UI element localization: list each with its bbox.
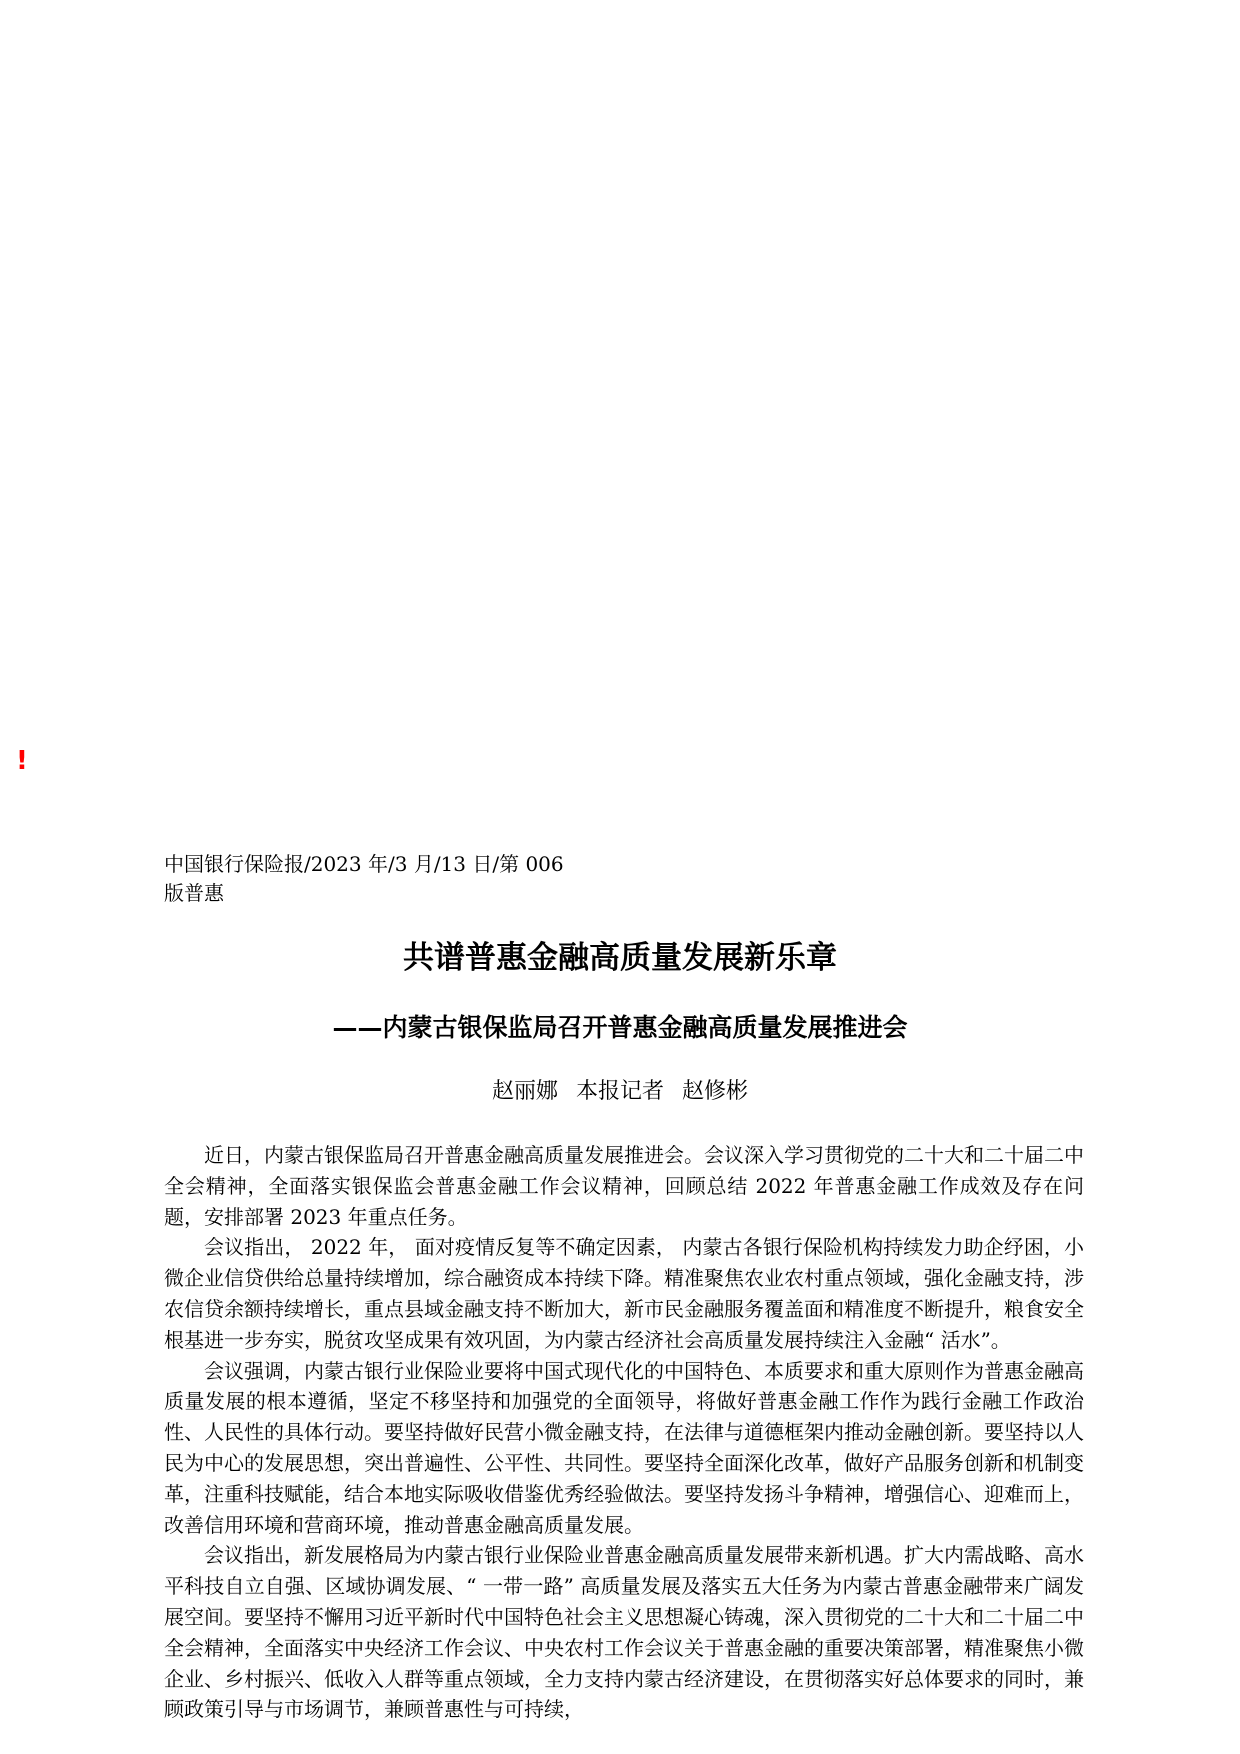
article-byline: 赵丽娜 本报记者 赵修彬 [492,1079,748,1104]
paragraph-4: 会议指出，新发展格局为内蒙古银行业保险业普惠金融高质量发展带来新机遇。扩大内需战略、高水平科技自立自强、区域协调发展、“ 一带一路” 高质量发展及落实五大任务为内蒙古普惠金融带来广阔发展空间。要坚持不懈用习近平新时代中国特色社会主义思想凝心铸魂，深入贯彻党的二十大和二十届二中全会精神，全面落实中央经济工作会议、中央农村工作会议关于普惠金融的重要决策部署，精准聚焦小微企业、乡村振兴、低收入人群等重点领域，全力支持内蒙古经济建设，在贯彻落实好总体要求的同时，兼顾政策引导与市场调节，兼顾普惠性与可持续， [164,1543,1084,1722]
source-line [164,850,564,908]
source-line-1: 中国银行保险报/2023 年/3 月/13 日/第 006 [164,852,564,876]
article-title: 共谱普惠金融高质量发展新乐章 [403,940,837,976]
paragraph-3: 会议强调，内蒙古银行业保险业要将中国式现代化的中国特色、本质要求和重大原则作为普惠金融高质量发展的根本遵循，坚定不移坚持和加强党的全面领导，将做好普惠金融工作作为践行金融工作政治性、人民性的具体行动。要坚持做好民营小微金融支持，在法律与道德框架内推动金融创新。要坚持以人民为中心的发展思想，突出普遍性、公平性、共同性。要坚持全面深化改革，做好产品服务创新和机制变革，注重科技赋能，结合本地实际吸收借鉴优秀经验做法。要坚持发扬斗争精神，增强信心、迎难而上，改善信用环境和营商环境，推动普惠金融高质量发展。 [164,1358,1084,1537]
red-exclamation-mark: ! [16,746,28,776]
article-subtitle: ——内蒙古银保监局召开普惠金融高质量发展推进会 [332,1013,908,1042]
paragraph-1: 近日，内蒙古银保监局召开普惠金融高质量发展推进会。会议深入学习贯彻党的二十大和二十届二中全会精神，全面落实银保监会普惠金融工作会议精神，回顾总结 2022 年普惠金融工作成效及存在问题，安排部署 2023 年重点任务。 [164,1143,1084,1229]
paragraph-2: 会议指出， 2022 年， 面对疫情反复等不确定因素， 内蒙古各银行保险机构持续发力助企纾困，小微企业信贷供给总量持续增加，综合融资成本持续下降。精准聚焦农业农村重点领域，强化金融支持，涉农信贷余额持续增长，重点县域金融支持不断加大，新市民金融服务覆盖面和精准度不断提升，粮食安全根基进一步夯实，脱贫攻坚成果有效巩固，为内蒙古经济社会高质量发展持续注入金融“ 活水”。 [164,1235,1084,1352]
source-line-2: 版普惠 [164,881,224,905]
article-body [164,1140,1084,1725]
